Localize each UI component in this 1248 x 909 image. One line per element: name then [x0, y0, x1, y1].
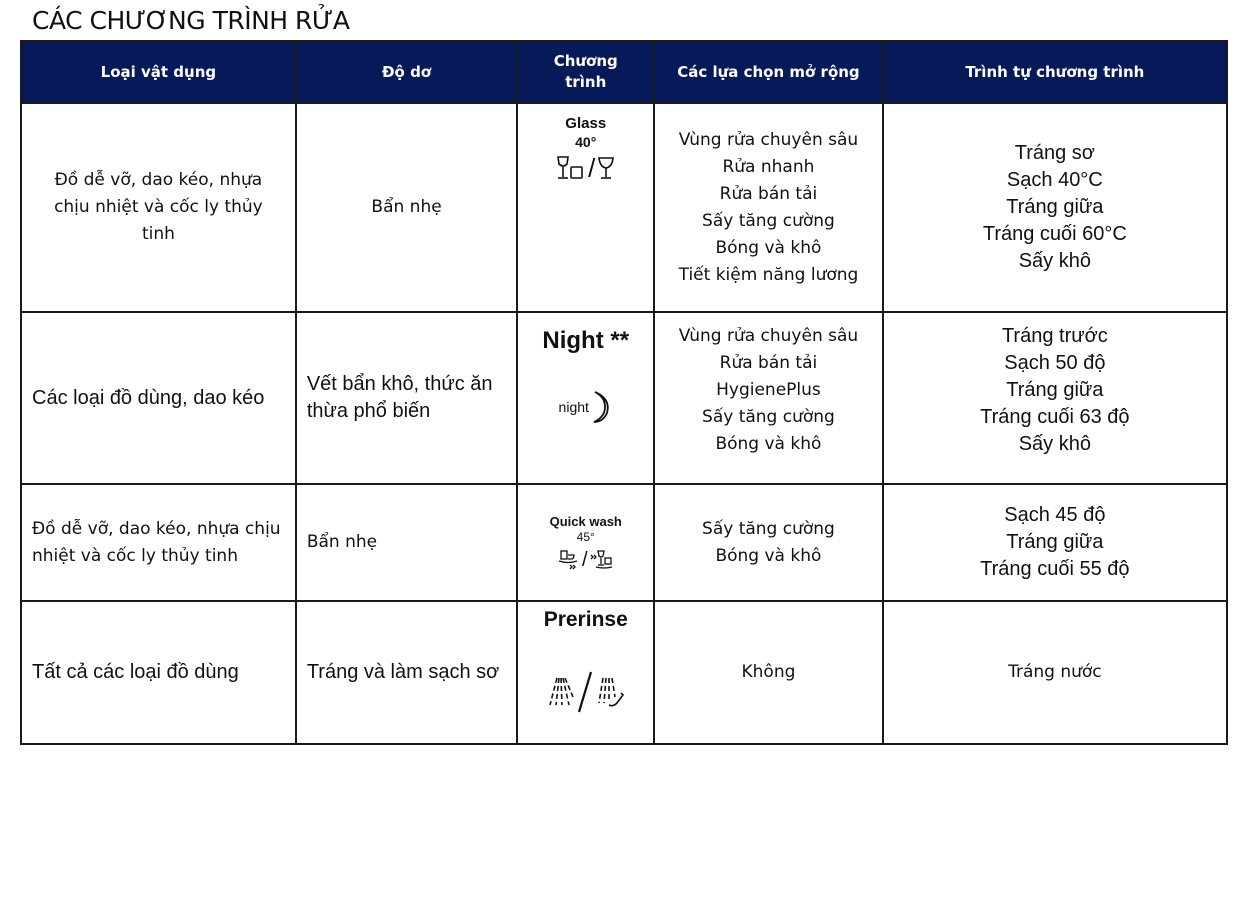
- table-row: [21, 601, 1227, 744]
- sequence-step: Tráng giữa: [1006, 531, 1104, 553]
- header-item-type: Loại vật dụng: [21, 41, 296, 103]
- table-row: [21, 484, 1227, 601]
- program-name: Glass: [565, 115, 607, 132]
- shower-spray-icon: [545, 675, 575, 709]
- sequence-step: Sạch 45 độ: [1004, 504, 1106, 526]
- table-row: [21, 103, 1227, 312]
- option-item: Bóng và khô: [715, 237, 822, 258]
- table-header-row: [21, 41, 1227, 103]
- option-item: Vùng rửa chuyên sâu: [678, 326, 859, 346]
- soil-level-cell: Tráng và làm sạch sơ: [296, 601, 517, 744]
- slash-separator-icon: [577, 670, 593, 714]
- option-item: Sấy tăng cường: [702, 518, 835, 539]
- soil-level-cell: Bẩn nhẹ: [296, 484, 517, 601]
- option-item: Sấy tăng cường: [702, 407, 835, 427]
- program-name: Quick wash: [549, 513, 622, 529]
- sequence-step: Tráng cuối 60°C: [982, 223, 1127, 245]
- options-cell: [654, 312, 883, 484]
- option-item: Bóng và khô: [715, 545, 822, 566]
- header-program: [517, 41, 654, 103]
- sequence-step: Tráng sơ: [1014, 142, 1095, 164]
- sequence-step: Sạch 50 độ: [1004, 352, 1106, 374]
- sequence-step: Tráng cuối 55 độ: [980, 558, 1130, 580]
- sequence-step: Tráng cuối 63 độ: [980, 406, 1130, 428]
- options-cell: [654, 103, 883, 312]
- option-item: Tiết kiệm năng lương: [678, 264, 859, 285]
- options-cell: [654, 484, 883, 601]
- soil-level-cell: Bẩn nhẹ: [296, 103, 517, 312]
- program-cell: [517, 484, 654, 601]
- crescent-moon-icon: [591, 389, 613, 425]
- sequence-cell: [883, 484, 1227, 601]
- option-item: Vùng rửa chuyên sâu: [678, 129, 859, 150]
- wash-programs-table: [20, 40, 1228, 745]
- item-type-cell: Đồ dễ vỡ, dao kéo, nhựa chịu nhiệt và cốc ly thủy tinh: [21, 103, 296, 312]
- option-item: Sấy tăng cường: [702, 210, 835, 231]
- table-row: [21, 312, 1227, 484]
- slash-separator-icon: /: [588, 153, 596, 183]
- program-cell: [517, 103, 654, 312]
- page-title: CÁC CHƯƠNG TRÌNH RỬA: [32, 6, 350, 35]
- wine-glass-icon: [597, 155, 615, 181]
- header-options: Các lựa chọn mở rộng: [654, 41, 883, 103]
- soil-level-cell: Vết bẩn khô, thức ăn thừa phổ biến: [296, 312, 517, 484]
- sequence-cell: Tráng nước: [883, 601, 1227, 744]
- slash-separator-icon: /: [581, 548, 588, 571]
- option-item: Rửa bán tải: [719, 183, 818, 204]
- option-item: Rửa bán tải: [719, 353, 818, 373]
- night-label: night: [558, 399, 589, 415]
- program-temp: 40°: [575, 134, 597, 150]
- sequence-cell: [883, 103, 1227, 312]
- program-cell: [517, 601, 654, 744]
- header-program-label: Chương trình: [553, 52, 618, 91]
- sequence-step: Sấy khô: [1018, 250, 1091, 272]
- program-name: Night **: [542, 327, 630, 354]
- sequence-step: Sạch 40°C: [1006, 169, 1103, 191]
- option-item: HygienePlus: [716, 380, 821, 400]
- option-item: Bóng và khô: [715, 434, 822, 454]
- program-temp: 45°: [576, 529, 595, 544]
- sequence-step: Tráng trước: [1001, 325, 1108, 347]
- quick-cup-icon: [558, 549, 580, 571]
- sequence-step: Sấy khô: [1018, 433, 1091, 455]
- item-type-cell: Các loại đồ dùng, dao kéo: [21, 312, 296, 484]
- item-type-cell: Tất cả các loại đồ dùng: [21, 601, 296, 744]
- header-sequence: Trình tự chương trình: [883, 41, 1227, 103]
- quick-glass-cup-icon: [590, 549, 614, 571]
- item-type-cell: Đồ dễ vỡ, dao kéo, nhựa chịu nhiệt và cốc ly thủy tinh: [21, 484, 296, 601]
- program-cell: [517, 312, 654, 484]
- option-item: Rửa nhanh: [722, 156, 815, 177]
- shower-spray-hand-icon: [595, 675, 627, 709]
- program-name: Prerinse: [543, 608, 628, 631]
- header-soil-level: Độ dơ: [296, 41, 517, 103]
- sequence-step: Tráng giữa: [1006, 379, 1104, 401]
- options-cell: Không: [654, 601, 883, 744]
- wine-glass-and-cup-icon: [556, 155, 586, 181]
- sequence-step: Tráng giữa: [1006, 196, 1104, 218]
- sequence-cell: [883, 312, 1227, 484]
